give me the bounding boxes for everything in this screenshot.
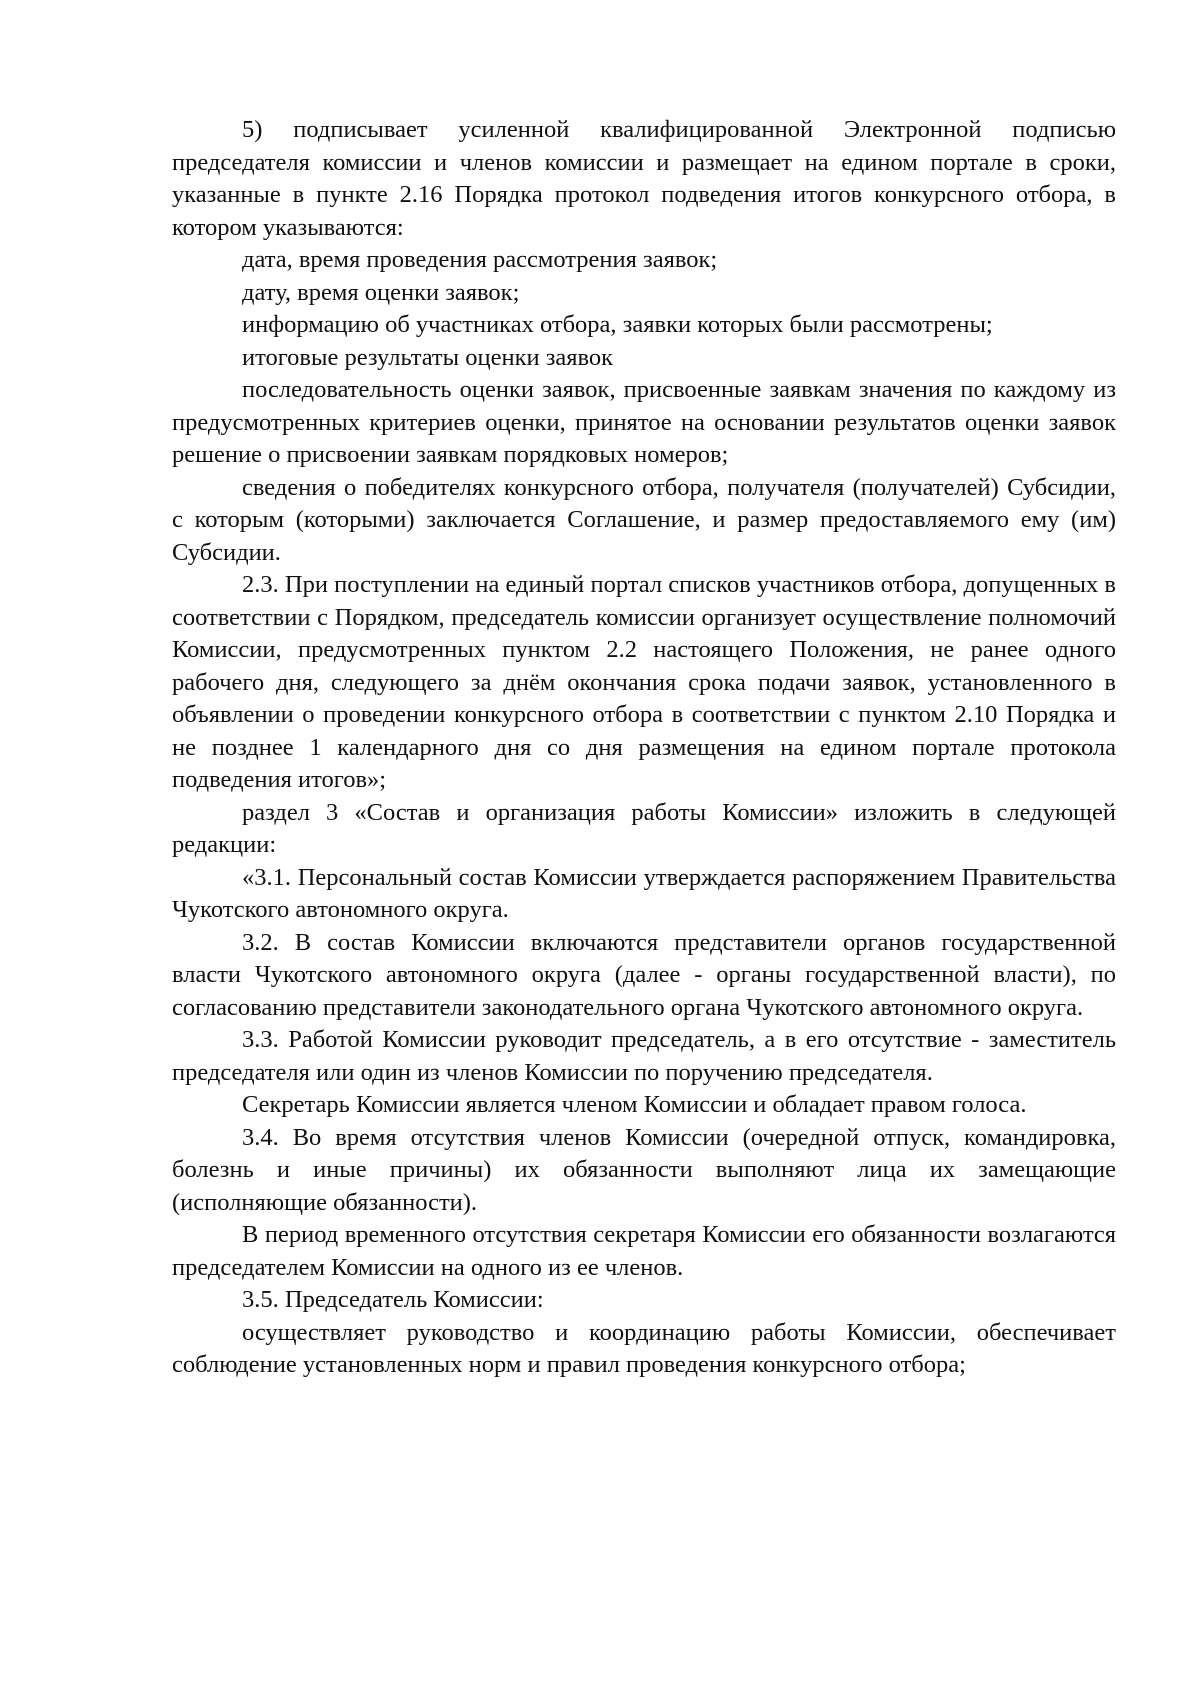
paragraph: дата, время проведения рассмотрения заявок; — [242, 246, 718, 273]
paragraph: 3.3. Работой Комиссии руководит председатель, а в его отсутствие - заместитель председателя или один из членов Комиссии по поручению председателя. — [172, 1026, 1116, 1086]
paragraph: Секретарь Комиссии является членом Комиссии и обладает правом голоса. — [242, 1091, 1027, 1118]
paragraph: 3.4. Во время отсутствия членов Комиссии (очередной отпуск, командировка, болезнь и иные причины) их обязанности выполняют лица их замещающие (исполняющие обязанности). — [172, 1123, 1116, 1216]
paragraph: 2.3. При поступлении на единый портал списков участников отбора, допущенных в соответствии с Порядком, председатель комиссии организует осуществление полномочий Комиссии, предусмотренных пунктом 2.2 настоящего Положения, не ранее одного рабочего дня, следующего за днём окончания срока подачи заявок, установленного в объявлении о проведении конкурсного отбора в соответствии с пунктом 2.10 Порядка и не позднее 1 календарного дня со дня размещения на едином портале протокола подведения итогов»; — [172, 571, 1116, 793]
document-page — [172, 114, 1116, 1382]
paragraph: «3.1. Персональный состав Комиссии утверждается распоряжением Правительства Чукотского автономного округа. — [172, 863, 1116, 923]
paragraph: 3.5. Председатель Комиссии: — [242, 1286, 544, 1313]
paragraph: 5) подписывает усиленной квалифицированной Электронной подписью председателя комиссии и членов комиссии и размещает на едином портале в сроки, указанные в пункте 2.16 Порядка протокол подведения итогов конкурсного отбора, в котором указываются: — [172, 116, 1116, 241]
paragraph: раздел 3 «Состав и организация работы Комиссии» изложить в следующей редакции: — [172, 798, 1116, 858]
paragraph: осуществляет руководство и координацию работы Комиссии, обеспечивает соблюдение установленных норм и правил проведения конкурсного отбора; — [172, 1318, 1116, 1378]
paragraph: 3.2. В состав Комиссии включаются представители органов государственной власти Чукотского автономного округа (далее - органы государственной власти), по согласованию представители законодательного органа Чукотского автономного округа. — [172, 928, 1116, 1021]
paragraph: итоговые результаты оценки заявок — [242, 343, 614, 371]
paragraph: информацию об участниках отбора, заявки которых были рассмотрены; — [242, 311, 993, 338]
paragraph: последовательность оценки заявок, присвоенные заявкам значения по каждому из предусмотренных критериев оценки, принятое на основании результатов оценки заявок решение о присвоении заявкам порядковых номеров; — [172, 376, 1116, 468]
paragraph: В период временного отсутствия секретаря Комиссии его обязанности возлагаются председателем Комиссии на одного из ее членов. — [172, 1221, 1116, 1281]
paragraph: дату, время оценки заявок; — [242, 278, 520, 306]
paragraph: сведения о победителях конкурсного отбора, получателя (получателей) Субсидии, с которым (которыми) заключается Соглашение, и размер предоставляемого ему (им) Субсидии. — [172, 473, 1116, 566]
